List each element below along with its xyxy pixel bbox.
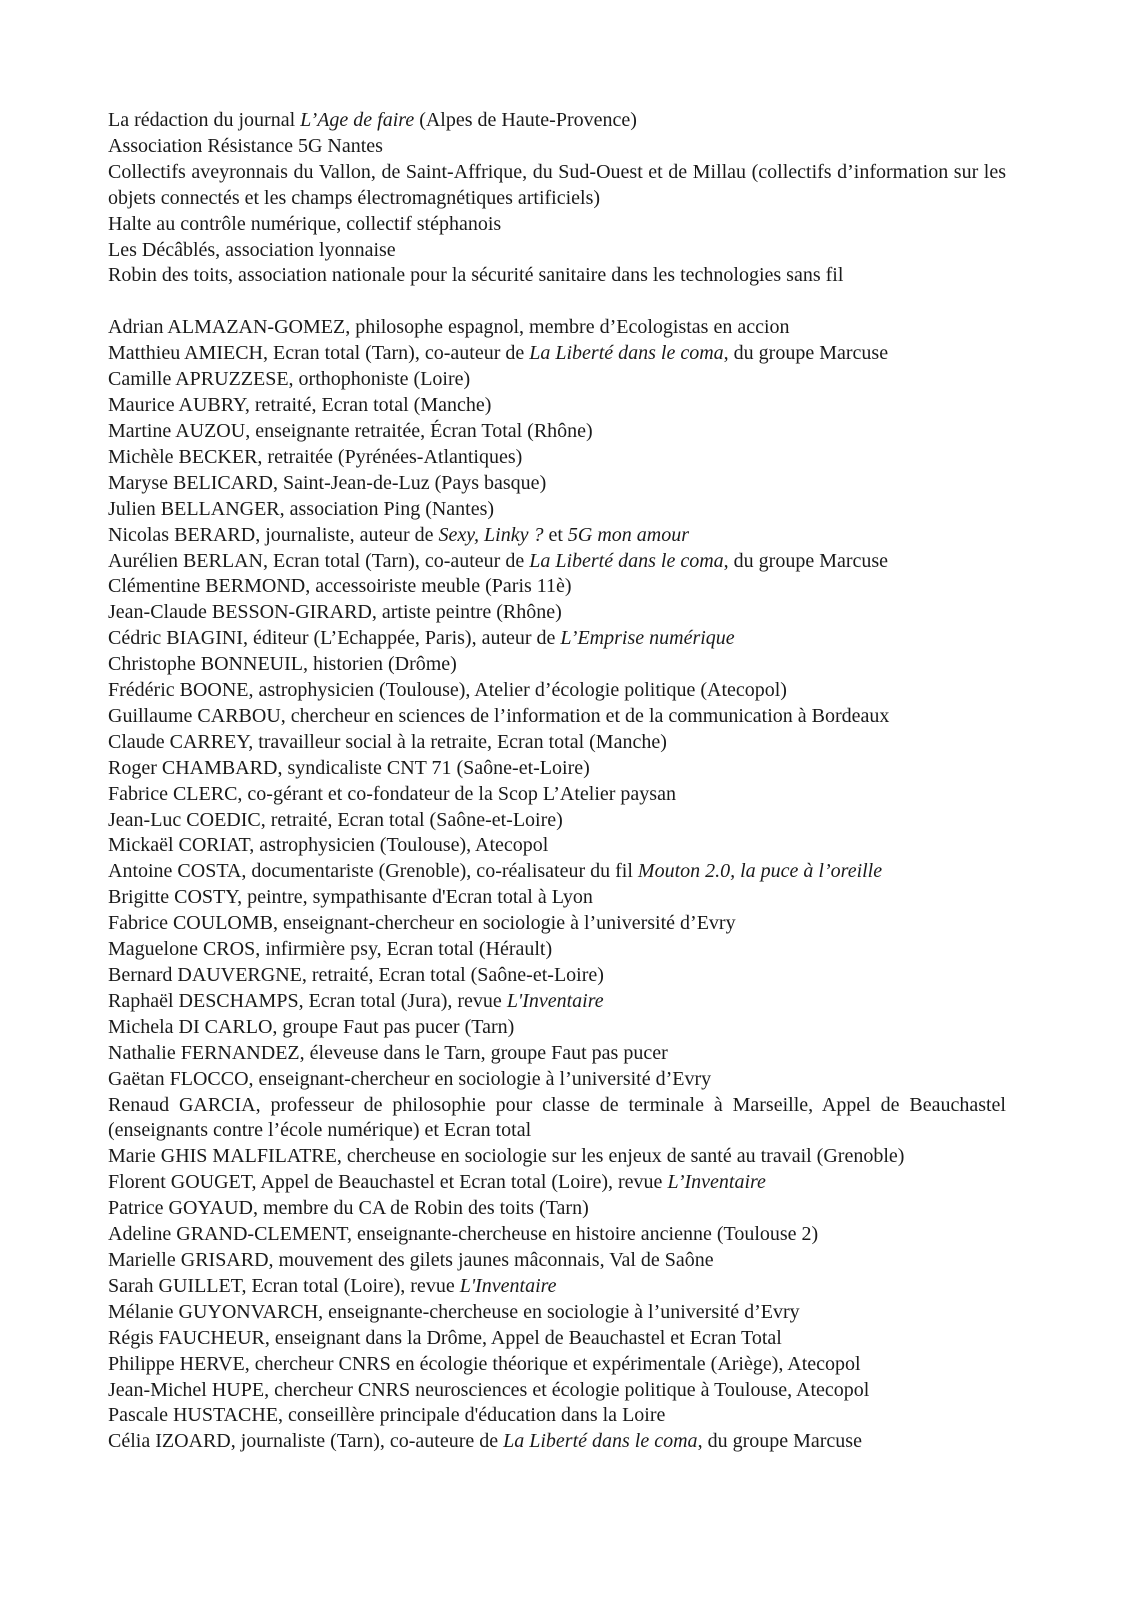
signatory-entry xyxy=(108,600,1006,626)
text-segment: Florent GOUGET, Appel de Beauchastel et Ecran total (Loire), revue xyxy=(108,1171,668,1194)
organization-entry xyxy=(108,263,1006,289)
signatory-entry xyxy=(108,1429,1006,1455)
organization-entry xyxy=(108,160,1006,212)
text-segment: Cédric BIAGINI, éditeur (L’Echappée, Paris), auteur de xyxy=(108,627,561,650)
signatory-entry xyxy=(108,1248,1006,1274)
text-segment: et xyxy=(543,523,568,546)
organization-entry xyxy=(108,108,1006,134)
text-segment: Jean-Michel HUPE, chercheur CNRS neurosciences et écologie politique à Toulouse, Atecopol xyxy=(108,1378,870,1401)
organization-entry xyxy=(108,238,1006,264)
text-segment: Roger CHAMBARD, syndicaliste CNT 71 (Saône-et-Loire) xyxy=(108,756,590,779)
text-segment: Nathalie FERNANDEZ, éleveuse dans le Tarn, groupe Faut pas pucer xyxy=(108,1041,668,1064)
italic-title: La Liberté dans le coma xyxy=(503,1430,698,1453)
text-segment: Pascale HUSTACHE, conseillère principale d'éducation dans la Loire xyxy=(108,1404,666,1427)
text-segment: La rédaction du journal xyxy=(108,109,301,131)
italic-title: L’Age de faire xyxy=(300,109,415,131)
signatory-entry xyxy=(108,859,1006,885)
paragraph-gap xyxy=(108,289,1006,315)
signatory-entry xyxy=(108,911,1006,937)
italic-title: L'Inventaire xyxy=(506,989,604,1012)
signatory-entry xyxy=(108,963,1006,989)
signatory-entry xyxy=(108,808,1006,834)
text-segment: Collectifs aveyronnais du Vallon, de Saint-Affrique, du Sud-Ouest et de Millau (collectifs d’information sur les objets connectés et les champs électromagnétiques artificiels) xyxy=(108,160,1006,209)
text-segment: Michela DI CARLO, groupe Faut pas pucer (Tarn) xyxy=(108,1015,515,1038)
text-segment: Marielle GRISARD, mouvement des gilets jaunes mâconnais, Val de Saône xyxy=(108,1248,714,1271)
italic-title: L'Inventaire xyxy=(459,1274,557,1297)
signatory-entry xyxy=(108,1352,1006,1378)
signatory-entry xyxy=(108,1067,1006,1093)
text-segment: Clémentine BERMOND, accessoiriste meuble (Paris 11è) xyxy=(108,575,572,598)
text-segment: Halte au contrôle numérique, collectif stéphanois xyxy=(108,212,502,235)
text-segment: Adrian ALMAZAN-GOMEZ, philosophe espagnol, membre d’Ecologistas en accion xyxy=(108,316,790,339)
text-segment: Les Décâblés, association lyonnaise xyxy=(108,238,396,261)
text-segment: Marie GHIS MALFILATRE, chercheuse en sociologie sur les enjeux de santé au travail (Grenoble) xyxy=(108,1145,905,1168)
signatory-entry xyxy=(108,756,1006,782)
text-segment: Aurélien BERLAN, Ecran total (Tarn), co-auteur de xyxy=(108,549,530,572)
text-segment: , du groupe Marcuse xyxy=(723,342,889,365)
signatory-entry xyxy=(108,471,1006,497)
signatory-entry xyxy=(108,497,1006,523)
italic-title: 5G mon amour xyxy=(567,523,690,546)
signatory-entry xyxy=(108,393,1006,419)
text-segment: Gaëtan FLOCCO, enseignant-chercheur en sociologie à l’université d’Evry xyxy=(108,1067,712,1090)
signatory-entry xyxy=(108,1403,1006,1429)
signatory-entry xyxy=(108,1196,1006,1222)
signatory-list xyxy=(108,108,1006,1455)
signatory-entry xyxy=(108,1222,1006,1248)
text-segment: Régis FAUCHEUR, enseignant dans la Drôme, Appel de Beauchastel et Ecran Total xyxy=(108,1326,782,1349)
signatory-entry xyxy=(108,937,1006,963)
italic-title: L’Inventaire xyxy=(667,1171,766,1194)
organization-entry xyxy=(108,134,1006,160)
text-segment: Robin des toits, association nationale pour la sécurité sanitaire dans les technologies sans fil xyxy=(108,264,844,287)
italic-title: Mouton 2.0, la puce à l’oreille xyxy=(637,860,883,883)
text-segment: Brigitte COSTY, peintre, sympathisante d'Ecran total à Lyon xyxy=(108,886,593,909)
signatory-entry xyxy=(108,1326,1006,1352)
italic-title: La Liberté dans le coma xyxy=(529,549,724,572)
signatory-entry xyxy=(108,1274,1006,1300)
signatory-entry xyxy=(108,730,1006,756)
signatory-entry xyxy=(108,1300,1006,1326)
text-segment: Renaud GARCIA, professeur de philosophie pour classe de terminale à Marseille, Appel de Beauchastel (enseignants contre l’école numérique) et Ecran total xyxy=(108,1093,1006,1142)
signatory-entry xyxy=(108,678,1006,704)
signatory-entry xyxy=(108,549,1006,575)
text-segment: Philippe HERVE, chercheur CNRS en écologie théorique et expérimentale (Ariège), Atecopol xyxy=(108,1352,861,1375)
text-segment: Claude CARREY, travailleur social à la retraite, Ecran total (Manche) xyxy=(108,730,667,753)
signatory-entry xyxy=(108,833,1006,859)
text-segment: Maryse BELICARD, Saint-Jean-de-Luz (Pays basque) xyxy=(108,471,547,494)
signatory-entry xyxy=(108,445,1006,471)
text-segment: Guillaume CARBOU, chercheur en sciences de l’information et de la communication à Bordeaux xyxy=(108,704,890,727)
signatory-entry xyxy=(108,523,1006,549)
text-segment: Nicolas BERARD, journaliste, auteur de xyxy=(108,523,439,546)
signatory-entry xyxy=(108,885,1006,911)
signatory-entry xyxy=(108,367,1006,393)
signatory-entry xyxy=(108,1378,1006,1404)
text-segment: Frédéric BOONE, astrophysicien (Toulouse), Atelier d’écologie politique (Atecopol) xyxy=(108,679,787,702)
signatory-entry xyxy=(108,989,1006,1015)
text-segment: (Alpes de Haute-Provence) xyxy=(414,109,637,131)
person-list xyxy=(108,315,1006,1455)
text-segment: Christophe BONNEUIL, historien (Drôme) xyxy=(108,653,457,676)
text-segment: Maurice AUBRY, retraité, Ecran total (Manche) xyxy=(108,394,492,417)
signatory-entry xyxy=(108,574,1006,600)
text-segment: , du groupe Marcuse xyxy=(723,549,889,572)
text-segment: Camille APRUZZESE, orthophoniste (Loire) xyxy=(108,368,471,391)
text-segment: Jean-Luc COEDIC, retraité, Ecran total (Saône-et-Loire) xyxy=(108,808,563,831)
signatory-entry xyxy=(108,652,1006,678)
signatory-entry xyxy=(108,704,1006,730)
signatory-entry xyxy=(108,419,1006,445)
text-segment: Mélanie GUYONVARCH, enseignante-chercheuse en sociologie à l’université d’Evry xyxy=(108,1300,800,1323)
text-segment: Sarah GUILLET, Ecran total (Loire), revue xyxy=(108,1274,460,1297)
signatory-entry xyxy=(108,1041,1006,1067)
text-segment: Bernard DAUVERGNE, retraité, Ecran total (Saône-et-Loire) xyxy=(108,964,604,986)
organization-list xyxy=(108,108,1006,289)
text-segment: Martine AUZOU, enseignante retraitée, Écran Total (Rhône) xyxy=(108,419,593,442)
italic-title: La Liberté dans le coma xyxy=(529,342,724,365)
signatory-entry xyxy=(108,626,1006,652)
text-segment: Julien BELLANGER, association Ping (Nantes) xyxy=(108,497,495,520)
text-segment: Célia IZOARD, journaliste (Tarn), co-auteure de xyxy=(108,1430,504,1453)
text-segment: Michèle BECKER, retraitée (Pyrénées-Atlantiques) xyxy=(108,445,523,468)
text-segment: Association Résistance 5G Nantes xyxy=(108,134,383,157)
text-segment: Fabrice CLERC, co-gérant et co-fondateur de la Scop L’Atelier paysan xyxy=(108,782,676,805)
signatory-entry xyxy=(108,1015,1006,1041)
text-segment: , du groupe Marcuse xyxy=(697,1430,862,1453)
text-segment: Patrice GOYAUD, membre du CA de Robin des toits (Tarn) xyxy=(108,1197,589,1220)
italic-title: Sexy, Linky ? xyxy=(438,523,544,546)
text-segment: Adeline GRAND-CLEMENT, enseignante-chercheuse en histoire ancienne (Toulouse 2) xyxy=(108,1223,819,1246)
signatory-entry xyxy=(108,1093,1006,1145)
text-segment: Antoine COSTA, documentariste (Grenoble), co-réalisateur du fil xyxy=(108,860,638,883)
signatory-entry xyxy=(108,1170,1006,1196)
text-segment: Maguelone CROS, infirmière psy, Ecran total (Hérault) xyxy=(108,938,553,961)
text-segment: Fabrice COULOMB, enseignant-chercheur en sociologie à l’université d’Evry xyxy=(108,912,736,935)
text-segment: Raphaël DESCHAMPS, Ecran total (Jura), revue xyxy=(108,989,507,1012)
signatory-entry xyxy=(108,341,1006,367)
text-segment: Mickaël CORIAT, astrophysicien (Toulouse), Atecopol xyxy=(108,834,549,857)
text-segment: Matthieu AMIECH, Ecran total (Tarn), co-auteur de xyxy=(108,342,530,365)
signatory-entry xyxy=(108,782,1006,808)
text-segment: Jean-Claude BESSON-GIRARD, artiste peintre (Rhône) xyxy=(108,601,562,624)
signatory-entry xyxy=(108,1144,1006,1170)
italic-title: L’Emprise numérique xyxy=(560,627,735,650)
signatory-entry xyxy=(108,315,1006,341)
organization-entry xyxy=(108,212,1006,238)
